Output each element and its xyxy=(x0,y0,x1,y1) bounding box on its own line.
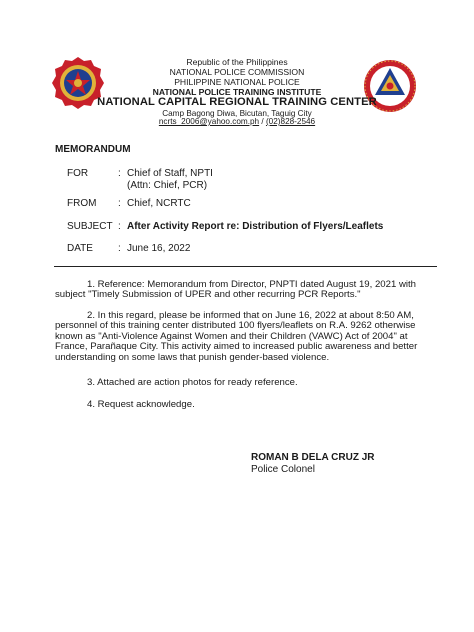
divider-line xyxy=(54,266,437,267)
memo-heading: MEMORANDUM xyxy=(55,144,131,155)
from-colon: : xyxy=(118,198,121,209)
header-commission: NATIONAL POLICE COMMISSION xyxy=(169,67,305,77)
date-value: June 16, 2022 xyxy=(127,243,191,254)
header-police: PHILIPPINE NATIONAL POLICE xyxy=(174,77,300,87)
paragraph-2 xyxy=(55,311,435,363)
paragraph-1-line: 1. Reference: Memorandum from Director, PNPTI dated August 19, 2021 with xyxy=(87,279,417,290)
header-country: Republic of the Philippines xyxy=(186,57,288,67)
paragraph-1 xyxy=(55,280,435,301)
date-colon: : xyxy=(118,243,121,254)
paragraph-2-line: France, Parañaque City. This activity aimed to increased public awareness and better xyxy=(55,341,418,353)
from-value: Chief, NCRTC xyxy=(127,198,191,209)
paragraph-2-line: 2. In this regard, please be informed that on June 16, 2022 at about 8:50 AM, xyxy=(87,310,414,321)
header-address: Camp Bagong Diwa, Bicutan, Taguig City xyxy=(162,109,312,118)
paragraph-2-line: personnel of this training center distributed 100 flyers/leaflets on R.A. 9262 otherwise xyxy=(55,320,416,332)
paragraph-4: 4. Request acknowledge. xyxy=(87,399,195,410)
for-value: Chief of Staff, NPTI xyxy=(127,168,213,179)
date-label: DATE xyxy=(67,243,93,254)
paragraph-2-line: understanding on some laws that punish gender-based violence. xyxy=(55,351,330,363)
subject-value: After Activity Report re: Distribution of Flyers/Leaflets xyxy=(127,221,384,232)
email-link[interactable]: ncrts_2006@yahoo.com.ph xyxy=(158,117,260,126)
subject-label: SUBJECT xyxy=(67,221,113,232)
signatory-rank: Police Colonel xyxy=(251,464,315,475)
paragraph-2-line: known as "Anti-Violence Against Women and their Children (VAWC) Act of 2004" at xyxy=(55,330,408,342)
header-institute: NATIONAL POLICE TRAINING INSTITUTE xyxy=(152,87,322,97)
paragraph-1-line: subject "Timely Submission of UPER and other recurring PCR Reports." xyxy=(55,289,361,301)
signatory-name: ROMAN B DELA CRUZ JR xyxy=(251,452,375,463)
from-label: FROM xyxy=(67,198,97,209)
subject-colon: : xyxy=(118,221,121,232)
for-attn: (Attn: Chief, PCR) xyxy=(127,180,208,191)
for-colon: : xyxy=(118,168,121,179)
for-label: FOR xyxy=(67,168,89,179)
paragraph-3: 3. Attached are action photos for ready reference. xyxy=(87,377,298,388)
header-center: NATIONAL CAPITAL REGIONAL TRAINING CENTER xyxy=(97,96,377,108)
phone-link[interactable]: (02)828-2546 xyxy=(265,117,316,126)
contact-separator: / xyxy=(259,117,266,126)
header-contact xyxy=(0,117,474,126)
